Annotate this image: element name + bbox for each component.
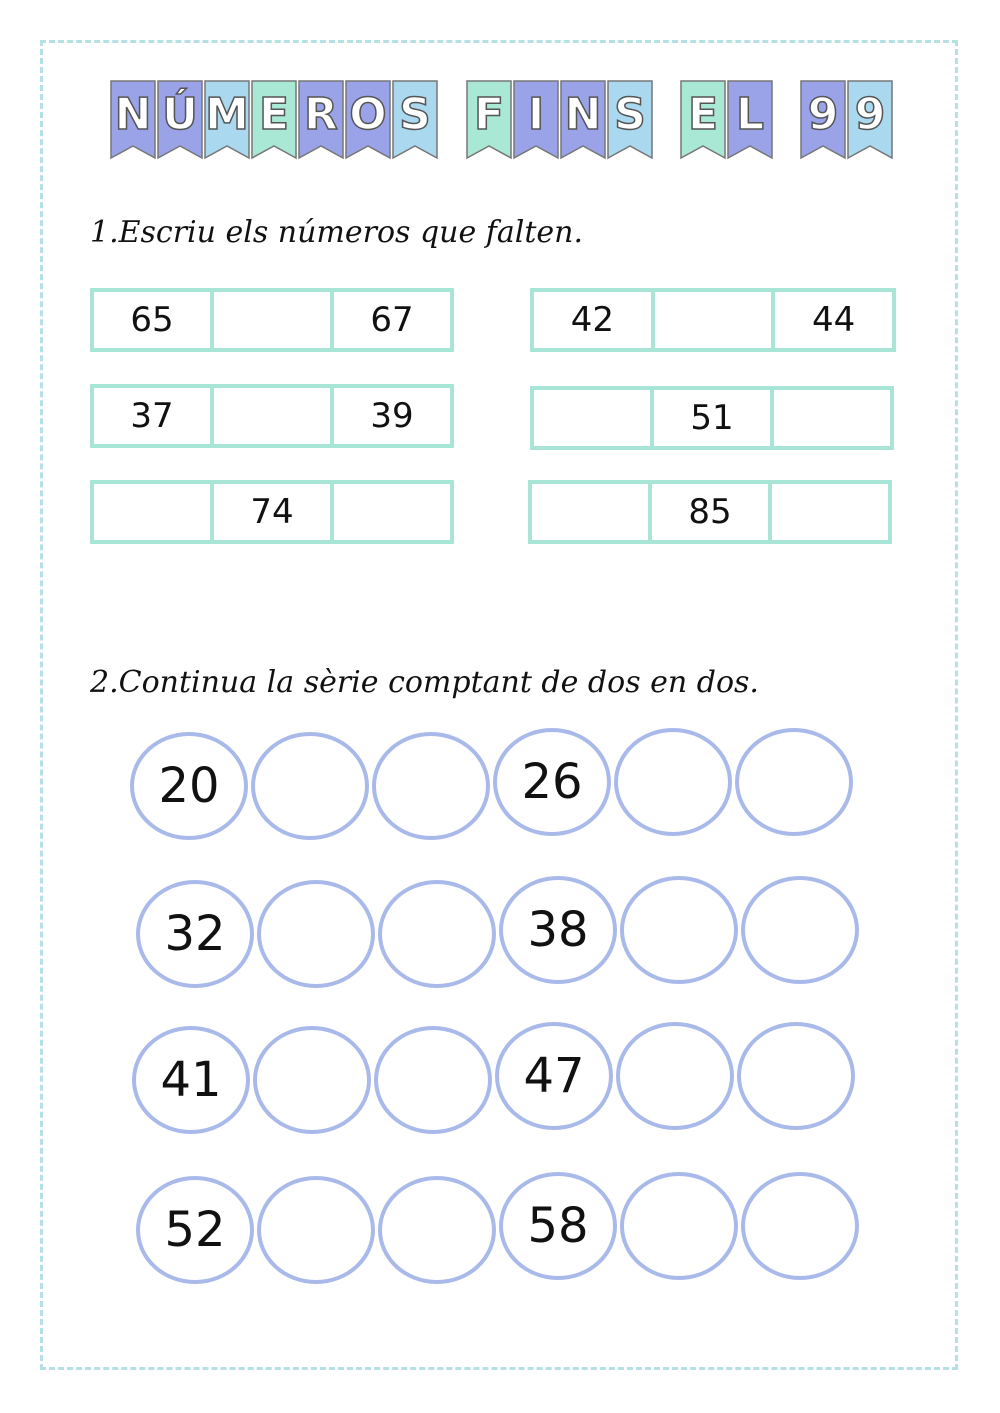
title-flag: [513, 80, 559, 160]
title-flag: [847, 80, 893, 160]
number-circle: 26: [493, 728, 611, 836]
number-cell: 65: [94, 292, 214, 348]
answer-circle[interactable]: [374, 1026, 492, 1134]
number-circle: 38: [499, 876, 617, 984]
number-cell: 51: [654, 390, 774, 446]
answer-cell[interactable]: [534, 390, 654, 446]
number-row: [530, 288, 896, 352]
answer-cell[interactable]: [214, 388, 334, 444]
answer-circle[interactable]: [251, 732, 369, 840]
answer-cell[interactable]: [655, 292, 776, 348]
title-letter: N: [114, 89, 152, 140]
number-cell: 39: [370, 396, 414, 436]
number-circle: 41: [132, 1026, 250, 1134]
title-letter: I: [527, 89, 545, 140]
number-cell: 74: [214, 484, 334, 540]
answer-cell[interactable]: [334, 484, 450, 540]
title-flag: [392, 80, 438, 160]
answer-circle[interactable]: [614, 728, 732, 836]
title-flag: [800, 80, 846, 160]
number-cell: 42: [534, 292, 655, 348]
number-row: [90, 384, 454, 448]
exercise-2-heading: 2.Continua la sèrie comptant de dos en dos.: [90, 665, 759, 700]
number-row: [530, 386, 894, 450]
title-flag: [251, 80, 297, 160]
number-circle: 52: [136, 1176, 254, 1284]
number-cell: 37: [94, 388, 214, 444]
title-letter: M: [205, 89, 249, 140]
number-circle: 58: [499, 1172, 617, 1280]
title-flag: [560, 80, 606, 160]
answer-circle[interactable]: [741, 876, 859, 984]
answer-circle[interactable]: [735, 728, 853, 836]
title-letter: E: [258, 89, 290, 140]
title-flag: [607, 80, 653, 160]
answer-cell[interactable]: [772, 484, 888, 540]
number-cell: 85: [652, 484, 772, 540]
answer-circle[interactable]: [257, 880, 375, 988]
answer-circle[interactable]: [378, 880, 496, 988]
title-flag: [345, 80, 391, 160]
answer-circle[interactable]: [257, 1176, 375, 1284]
exercise-1-heading: 1.Escriu els números que falten.: [90, 215, 584, 250]
title-letter: 9: [854, 89, 886, 140]
title-letter: O: [349, 89, 387, 140]
title-letter: N: [564, 89, 602, 140]
title-letter: S: [399, 89, 431, 140]
title-flag: [680, 80, 726, 160]
title-flag: [204, 80, 250, 160]
title-letter: L: [735, 89, 765, 140]
title-flag: [110, 80, 156, 160]
answer-circle[interactable]: [620, 1172, 738, 1280]
answer-cell[interactable]: [532, 484, 652, 540]
title-letter: 9: [807, 89, 839, 140]
answer-circle[interactable]: [620, 876, 738, 984]
number-circle: 47: [495, 1022, 613, 1130]
title-flag: [157, 80, 203, 160]
answer-cell[interactable]: [94, 484, 214, 540]
title-letter: E: [687, 89, 719, 140]
answer-circle[interactable]: [741, 1172, 859, 1280]
answer-circle[interactable]: [253, 1026, 371, 1134]
number-circle: 32: [136, 880, 254, 988]
title-flag: [727, 80, 773, 160]
answer-circle[interactable]: [737, 1022, 855, 1130]
number-cell: 67: [370, 300, 414, 340]
title-letter: R: [304, 89, 338, 140]
answer-circle[interactable]: [372, 732, 490, 840]
answer-cell[interactable]: [214, 292, 334, 348]
number-row: [528, 480, 892, 544]
number-row: [90, 480, 454, 544]
title-letter: Ú: [162, 89, 198, 140]
title-letter: F: [473, 89, 505, 140]
answer-circle[interactable]: [378, 1176, 496, 1284]
answer-circle[interactable]: [616, 1022, 734, 1130]
title-banner: [0, 80, 1000, 170]
title-flag: [298, 80, 344, 160]
answer-cell[interactable]: [774, 390, 890, 446]
title-flag: [466, 80, 512, 160]
number-circle: 20: [130, 732, 248, 840]
title-letter: S: [614, 89, 646, 140]
number-cell: 44: [812, 300, 856, 340]
number-row: [90, 288, 454, 352]
